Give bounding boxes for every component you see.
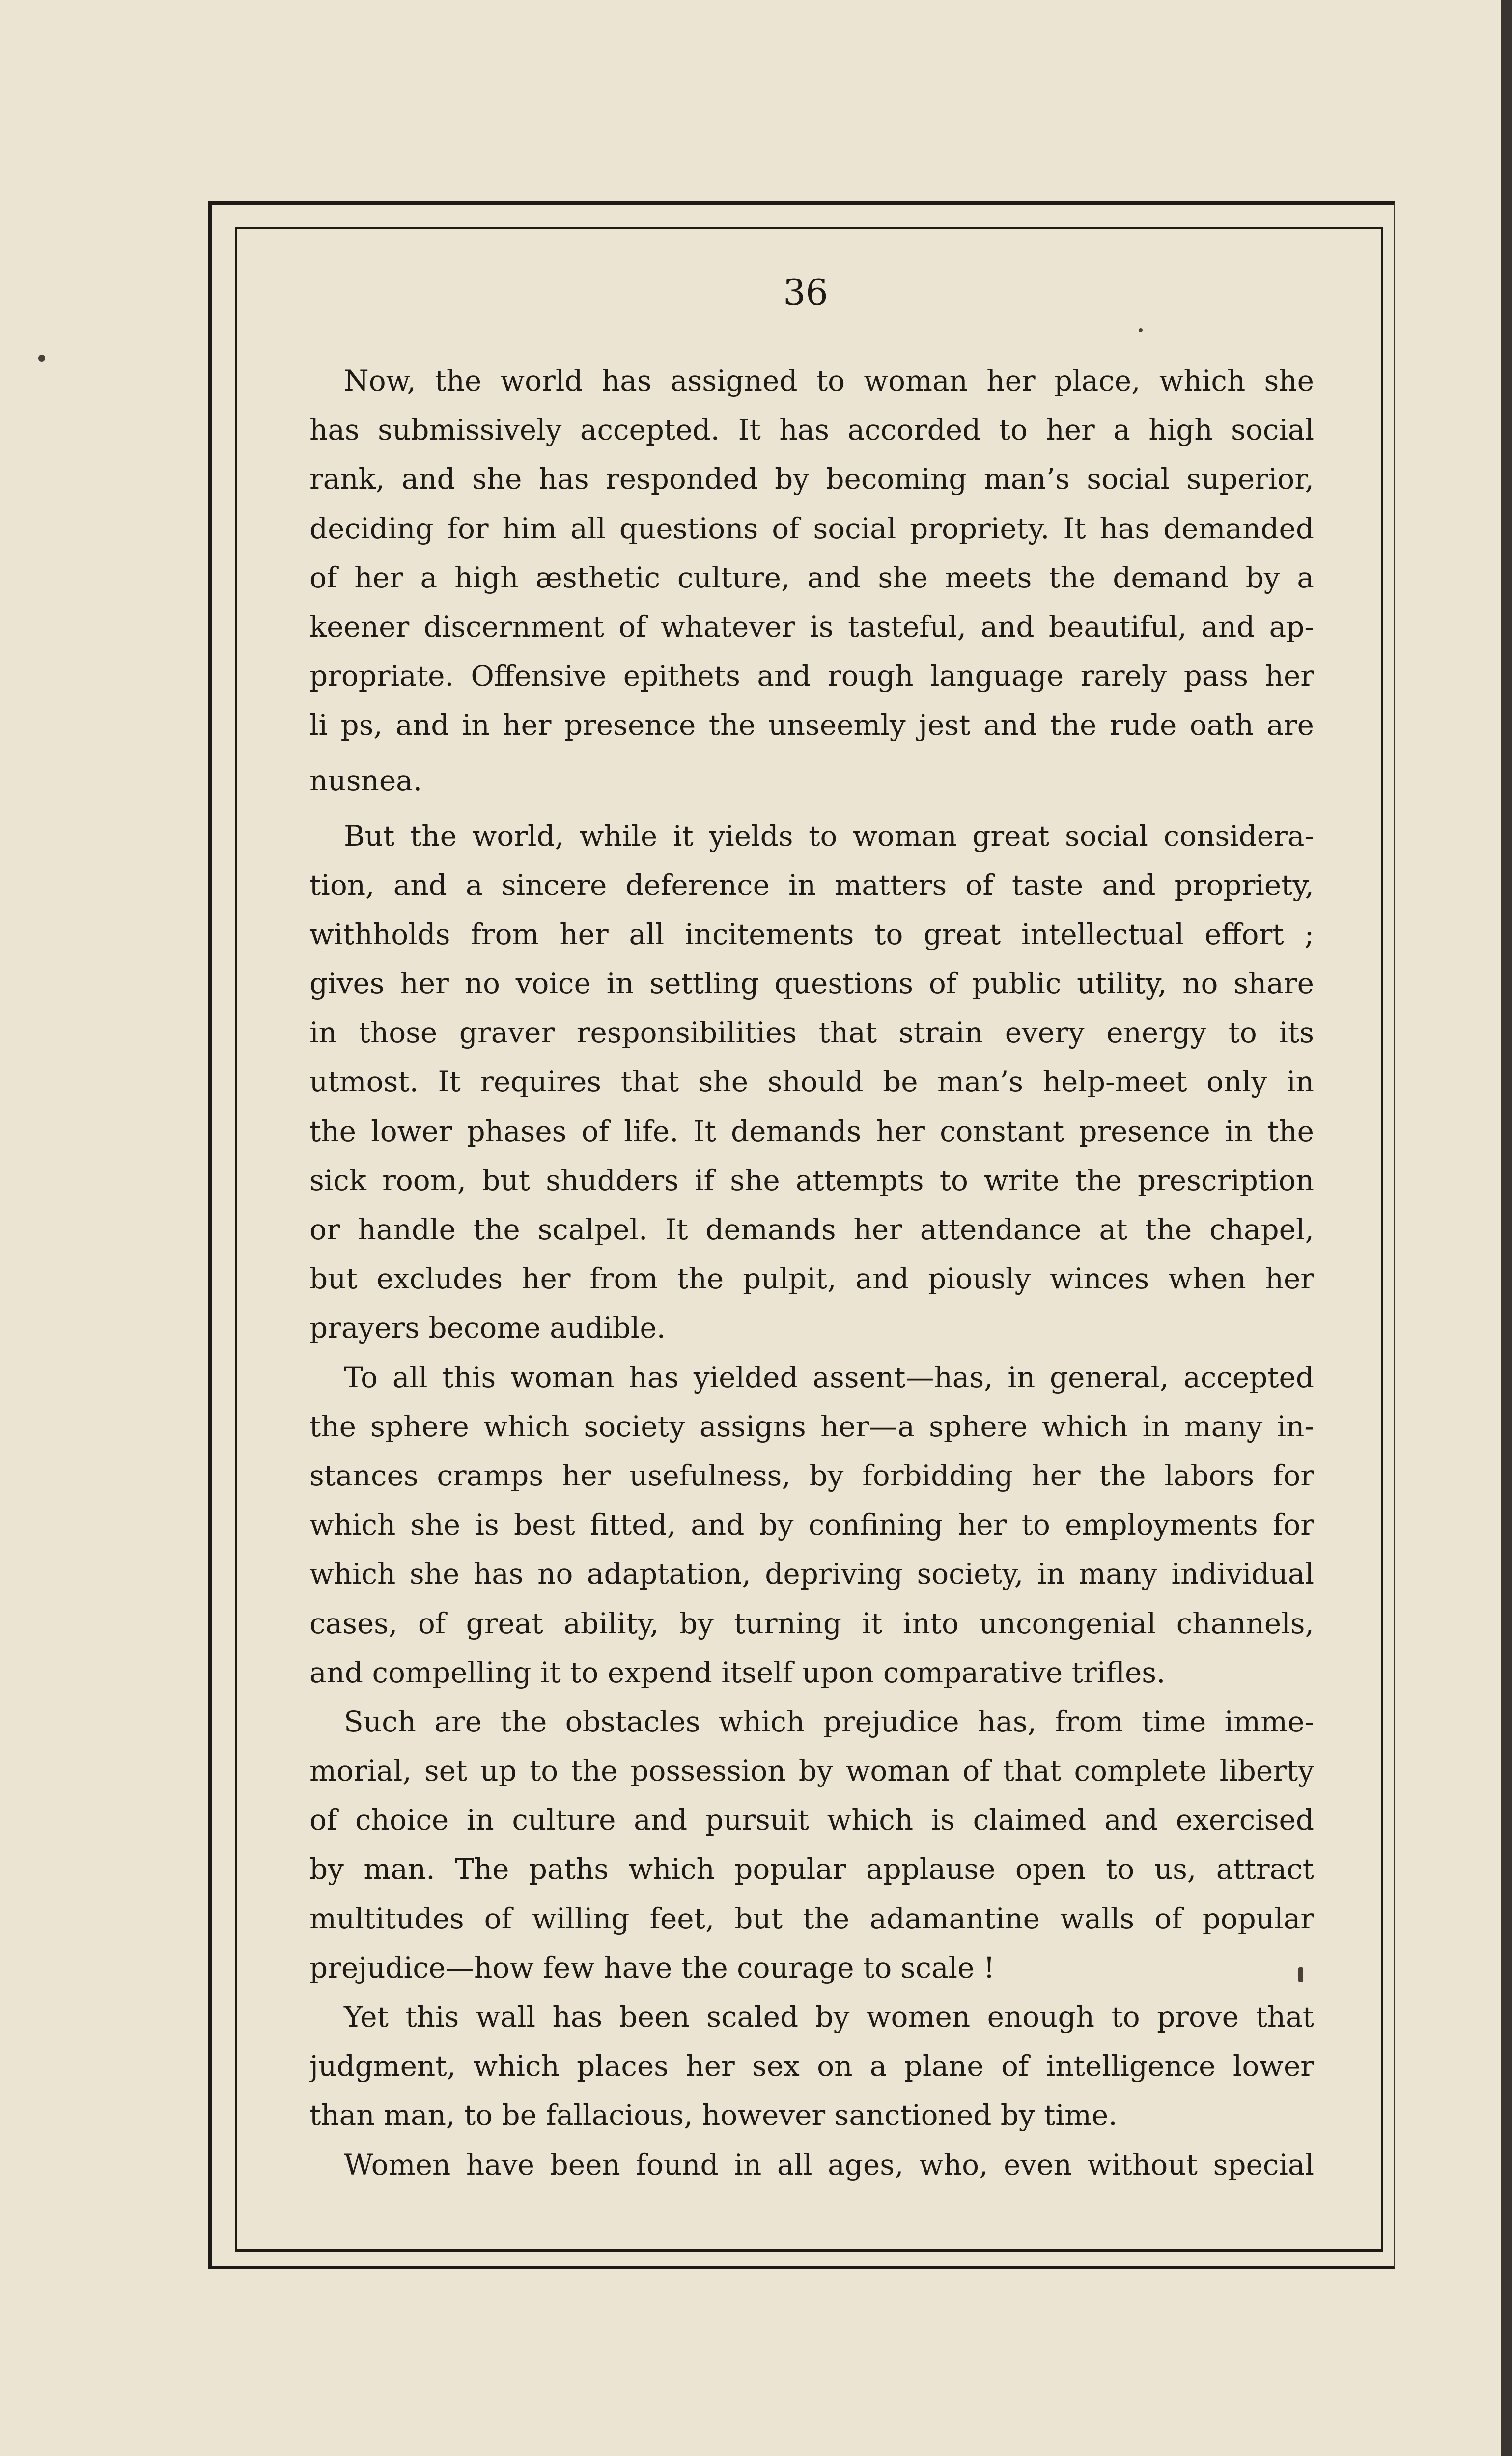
text-line: of her a high æsthetic culture, and she meets the demand by a bbox=[309, 560, 1314, 594]
text-line: or handle the scalpel. It demands her attendance at the chapel, bbox=[309, 1213, 1314, 1246]
text-line: li ps, and in her presence the unseemly jest and the rude oath are bbox=[309, 708, 1314, 742]
text-line: deciding for him all questions of social propriety. It has demanded bbox=[309, 511, 1314, 545]
text-line: by man. The paths which popular applause open to us, attract bbox=[309, 1852, 1314, 1886]
paper-speck bbox=[1139, 328, 1143, 332]
text-line: judgment, which places her sex on a plane of intelligence lower bbox=[309, 2049, 1314, 2083]
page-edge-shadow bbox=[1501, 0, 1512, 2456]
paper-speck bbox=[38, 355, 45, 362]
text-line: Women have been found in all ages, who, even without special bbox=[344, 2148, 1314, 2181]
text-line: withholds from her all incitements to great intellectual effort ; bbox=[309, 917, 1314, 951]
text-line: multitudes of willing feet, but the adamantine walls of popular bbox=[309, 1901, 1314, 1935]
text-line: To all this woman has yielded assent—has, in general, accepted bbox=[344, 1360, 1314, 1394]
text-line: in those graver responsibilities that strain every energy to its bbox=[309, 1016, 1314, 1050]
text-line: the sphere which society assigns her—a sphere which in many in- bbox=[309, 1409, 1314, 1443]
text-line: sick room, but shudders if she attempts to write the prescription bbox=[309, 1163, 1314, 1197]
text-line: than man, to be fallacious, however sanctioned by time. bbox=[309, 2098, 1118, 2132]
text-line: but excludes her from the pulpit, and piously winces when her bbox=[309, 1262, 1314, 1296]
text-line: has submissively accepted. It has accorded to her a high social bbox=[309, 413, 1314, 447]
text-line: morial, set up to the possession by woman of that complete liberty bbox=[309, 1754, 1314, 1788]
text-line: Now, the world has assigned to woman her place, which she bbox=[344, 364, 1314, 397]
text-line: Such are the obstacles which prejudice has, from time imme- bbox=[344, 1704, 1314, 1738]
paper-speck bbox=[1298, 1967, 1303, 1982]
text-line: But the world, while it yields to woman great social considera- bbox=[344, 819, 1314, 853]
text-line: tion, and a sincere deference in matters of taste and propriety, bbox=[309, 868, 1314, 902]
text-line: which she is best fitted, and by confining her to employments for bbox=[309, 1508, 1314, 1542]
text-line: nusnea. bbox=[309, 763, 422, 797]
text-line: of choice in culture and pursuit which is claimed and exercised bbox=[309, 1803, 1314, 1837]
text-line: Yet this wall has been scaled by women enough to prove that bbox=[344, 2000, 1314, 2034]
page-number: 36 bbox=[783, 272, 828, 313]
text-line: and compelling it to expend itself upon comparative trifles. bbox=[309, 1655, 1166, 1689]
text-line: gives her no voice in settling questions of public utility, no share bbox=[309, 967, 1314, 1001]
text-line: rank, and she has responded by becoming man’s social superior, bbox=[309, 462, 1314, 496]
text-line: keener discernment of whatever is tasteful, and beautiful, and ap- bbox=[309, 610, 1314, 643]
text-line: cases, of great ability, by turning it into uncongenial channels, bbox=[309, 1606, 1314, 1640]
body-text bbox=[309, 356, 1314, 2189]
text-line: propriate. Offensive epithets and rough language rarely pass her bbox=[309, 659, 1314, 693]
text-line: the lower phases of life. It demands her constant presence in the bbox=[309, 1114, 1314, 1148]
text-line: prayers become audible. bbox=[309, 1311, 666, 1345]
text-line: stances cramps her usefulness, by forbidding her the labors for bbox=[309, 1458, 1314, 1492]
text-line: prejudice—how few have the courage to scale ! bbox=[309, 1951, 995, 1984]
text-line: utmost. It requires that she should be man’s help-meet only in bbox=[309, 1065, 1314, 1099]
text-line: which she has no adaptation, depriving society, in many individual bbox=[309, 1557, 1314, 1591]
